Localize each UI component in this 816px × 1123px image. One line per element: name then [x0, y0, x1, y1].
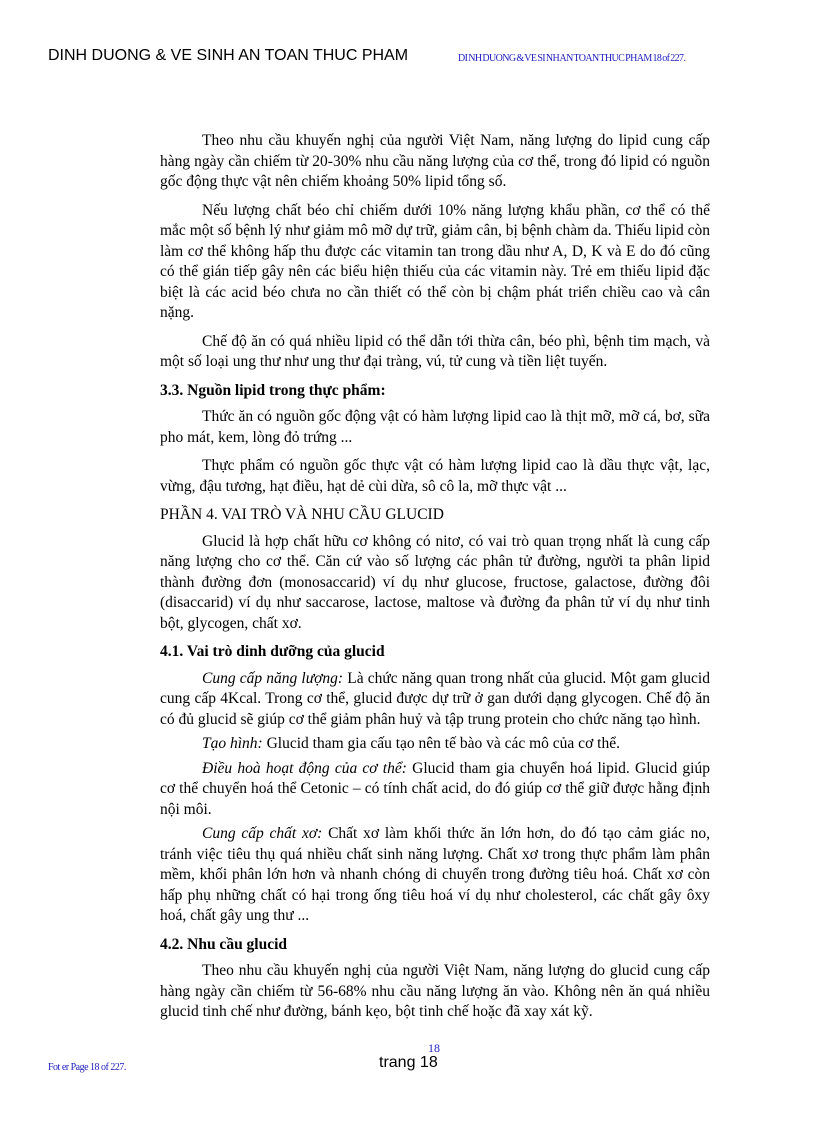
- paragraph: Glucid là hợp chất hữu cơ không có nitơ, có vai trò quan trọng nhất là cung cấp năng lượng cho cơ thể. Căn cứ vào số lượng các phân tử đường, người ta phân lipid thành đường đơn (monosaccarid) ví dụ như glucose, fructose, galactose, đường đôi (disaccarid) ví dụ như saccarose, lactose, maltose và đường đa phân tử ví dụ như tinh bột, glycogen, chất xơ.: [160, 532, 710, 632]
- paragraph: [160, 824, 710, 927]
- paragraph: [160, 669, 710, 731]
- paragraph: [160, 734, 710, 755]
- paragraph: Thực phẩm có nguồn gốc thực vật có hàm lượng lipid cao là dầu thực vật, lạc, vừng, đậu tương, hạt điều, hạt dẻ cùi dừa, sô cô la, mỡ thực vật ...: [160, 457, 710, 495]
- term-label: Cung cấp chất xơ:: [202, 825, 323, 842]
- paragraph: Thức ăn có nguồn gốc động vật có hàm lượng lipid cao là thịt mỡ, mỡ cá, bơ, sữa pho mát, kem, lòng đỏ trứng ...: [160, 408, 710, 446]
- term-text: Là chức năng quan trong nhất của glucid. Một gam glucid cung cấp 4Kcal. Trong cơ thể, glucid được dự trữ ở gan dưới dạng glycogen. Chế độ ăn có đủ glucid sẽ giúp cơ thể giảm phân huỷ và tập trung protein cho chức năng tạo hình.: [160, 669, 710, 728]
- paragraph: [160, 759, 710, 821]
- paragraph: Nếu lượng chất béo chỉ chiếm dưới 10% năng lượng khẩu phần, cơ thể có thể mắc một số bệnh lý như giảm mô mỡ dự trữ, giảm cân, bị bệnh chàm da. Thiếu lipid còn làm cơ thể không hấp thu được các vitamin tan trong dầu như A, D, K và E do đó cũng có thể gián tiếp gây nên các biểu hiện thiếu của các vitamin này. Trẻ em thiếu lipid đặc biệt là các acid béo chưa no cần thiết có thể còn bị chậm phát triển chiều cao và cân nặng.: [160, 201, 710, 321]
- term-text: Glucid tham gia cấu tạo nên tế bào và các mô của cơ thể.: [262, 735, 620, 752]
- term-label: Cung cấp năng lượng:: [202, 669, 344, 687]
- term-label: Điều hoà hoạt động của cơ thể:: [202, 759, 407, 777]
- header-title: DINH DUONG & VE SINH AN TOAN THUC PHAM: [48, 47, 409, 64]
- document-body: [160, 131, 710, 1031]
- term-label: Tạo hình:: [202, 735, 263, 752]
- paragraph: Theo nhu cầu khuyến nghị của người Việt Nam, năng lượng do glucid cung cấp hàng ngày cần chiếm từ 56-68% nhu cầu năng lượng ăn vào. Không nên ăn quá nhiều glucid tinh chế như đường, bánh kẹo, bột tinh chế hoặc đã xay xát kỹ.: [160, 962, 710, 1020]
- paragraph: Theo nhu cầu khuyến nghị của người Việt Nam, năng lượng do lipid cung cấp hàng ngày cần chiếm từ 20-30% nhu cầu năng lượng của cơ thể, trong đó lipid có nguồn gốc động thực vật nên chiếm khoảng 50% lipid tổng số.: [160, 132, 710, 190]
- header-page-ref: DI NH DUONG & VE SI NH AN TOAN THUC PHAM 18 of 227.: [458, 53, 686, 64]
- term-text: Chất xơ làm khối thức ăn lớn hơn, do đó tạo cảm giác no, tránh việc tiêu thụ quá nhiều chất sinh năng lượng. Chất xơ trong thực phẩm làm phân mềm, khối phân lớn hơn và nhanh chóng di chuyển trong đường tiêu hoá. Chất xơ còn hấp phụ những chất có hại trong ống tiêu hoá ví dụ như cholesterol, các chất gây ôxy hoá, chất gây ung thư ...: [160, 825, 710, 924]
- part-4-heading: PHẦN 4. VAI TRÒ VÀ NHU CẦU GLUCID: [160, 506, 444, 523]
- paragraph: Chế độ ăn có quá nhiều lipid có thể dẫn tới thừa cân, béo phì, bệnh tim mạch, và một số loại ung thư như ung thư đại tràng, vú, tử cung và tiền liệt tuyến.: [160, 332, 710, 370]
- section-heading-4-2: 4.2. Nhu cầu glucid: [160, 935, 288, 953]
- section-heading-3-3: 3.3. Nguồn lipid trong thực phẩm:: [160, 381, 386, 399]
- page-label: trang 18: [379, 1054, 438, 1071]
- term-text: Glucid tham gia chuyển hoá lipid. Glucid giúp cơ thể chuyển hoá thể Cetonic – có tính chất acid, do đó giúp cơ thể giữ được hằng định nội môi.: [160, 759, 710, 818]
- page-number: 18: [428, 1041, 440, 1055]
- footer-page-ref: Fot er Page 18 of 227.: [48, 1062, 126, 1073]
- section-heading-4-1: 4.1. Vai trò dinh dưỡng của glucid: [160, 643, 385, 660]
